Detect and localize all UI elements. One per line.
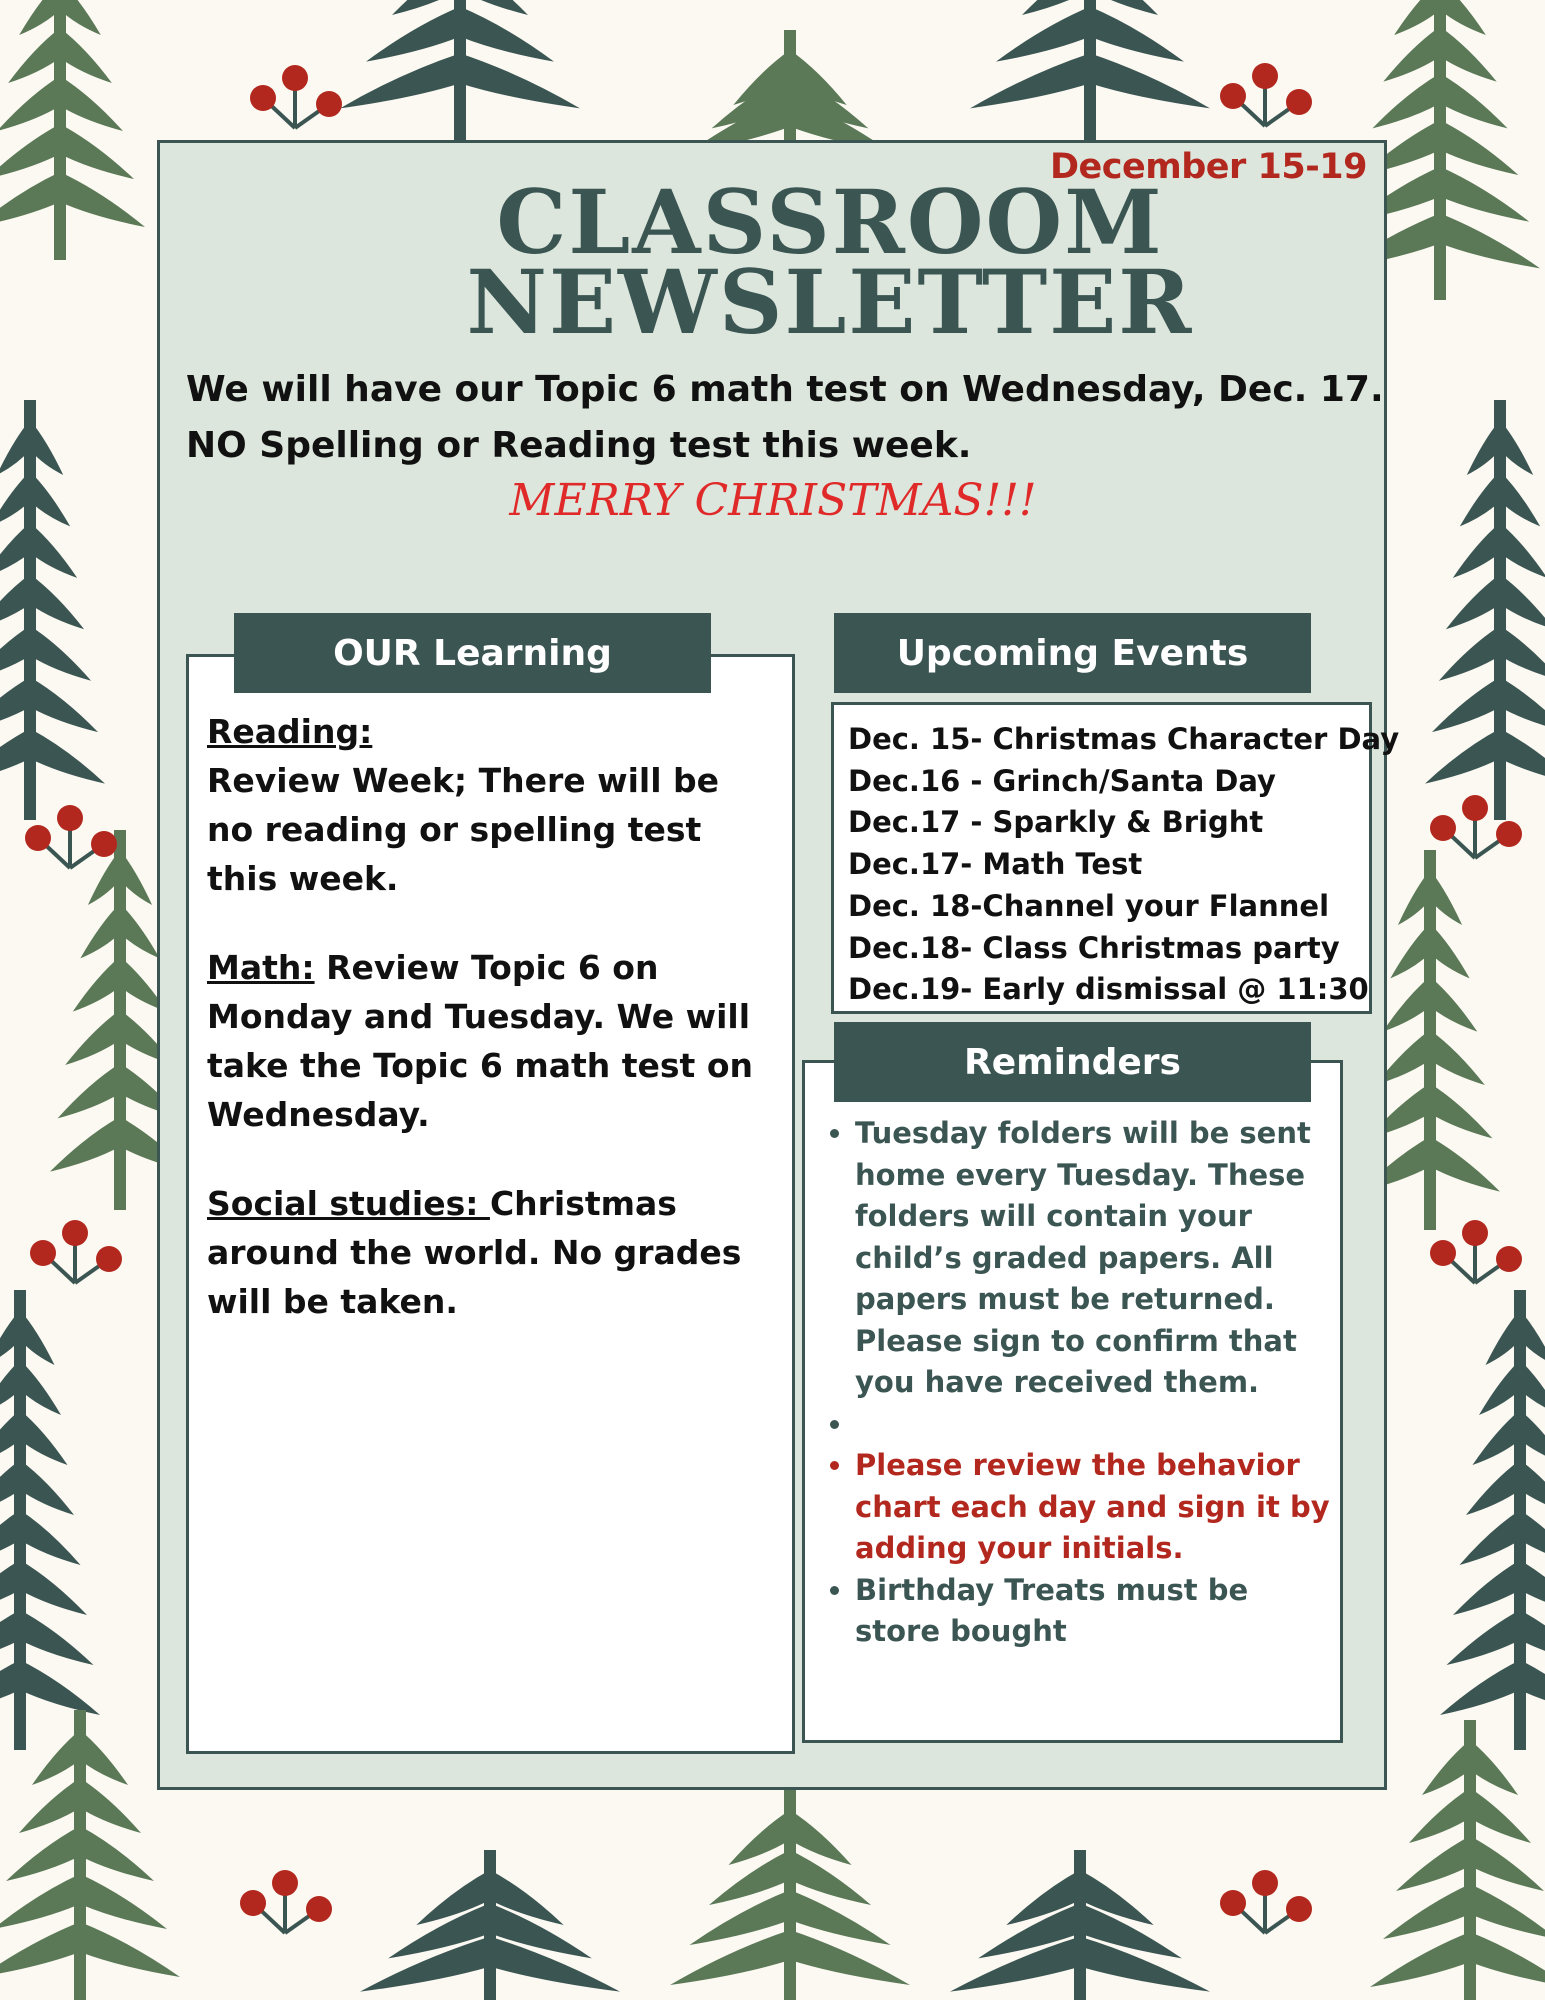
event-item: Dec.17 - Sparkly & Bright	[848, 805, 1264, 840]
event-item: Dec.19- Early dismissal @ 11:30	[848, 972, 1369, 1007]
pine-tree-icon	[360, 1850, 620, 2000]
reading-label: Reading:	[207, 712, 373, 751]
pine-tree-icon	[670, 1790, 910, 2000]
pine-tree-icon	[970, 0, 1210, 140]
holiday-greeting: MERRY CHRISTMAS!!!	[509, 475, 1037, 526]
newsletter-title-line2: NEWSLETTER	[466, 250, 1194, 354]
reminders-panel	[802, 1060, 1343, 1743]
holly-berries-icon	[240, 1870, 332, 1933]
reading-text: Review Week; There will be no reading or spelling test this week.	[207, 761, 720, 898]
reminder-item-empty	[855, 1404, 1330, 1446]
math-text: Review Topic 6 on Monday and Tuesday. We will take the Topic 6 math test on Wednesday.	[207, 948, 753, 1134]
our-learning-panel	[186, 654, 795, 1754]
event-item: Dec. 15- Christmas Character Day	[848, 722, 1400, 756]
upcoming-events-panel	[831, 702, 1400, 1014]
reminder-item-birthday-treats: • Birthday Treats must be store bought	[855, 1570, 1330, 1653]
pine-tree-icon	[0, 1710, 180, 2000]
pine-tree-icon	[0, 1290, 100, 1750]
newsletter-title-line1: CLASSROOM	[496, 170, 1164, 274]
pine-tree-icon	[1425, 400, 1545, 820]
math-section	[207, 943, 774, 1139]
pine-tree-icon	[1370, 1720, 1545, 2000]
pine-tree-icon	[1440, 1290, 1545, 1750]
holly-berries-icon	[25, 805, 117, 868]
holly-berries-icon	[250, 65, 342, 128]
date-range: December 15-19	[1050, 147, 1367, 187]
pine-tree-icon	[0, 400, 105, 820]
social-studies-label: Social studies:	[207, 1184, 490, 1223]
reading-section	[207, 707, 774, 903]
holly-berries-icon	[30, 1220, 122, 1283]
event-item: Dec. 18-Channel your Flannel	[848, 888, 1330, 923]
math-label: Math:	[207, 948, 315, 987]
event-item: Dec.17- Math Test	[848, 847, 1143, 882]
reminders-heading: Reminders	[834, 1022, 1311, 1102]
intro-announcement: We will have our Topic 6 math test on Wednesday, Dec. 17. NO Spelling or Reading test this week.	[186, 369, 1384, 466]
holly-berries-icon	[1220, 63, 1312, 126]
holly-berries-icon	[1220, 1870, 1312, 1933]
upcoming-events-heading: Upcoming Events	[834, 613, 1311, 693]
social-studies-text: Christmas around the world. No grades will be taken.	[207, 1184, 742, 1321]
pine-tree-icon	[0, 0, 145, 260]
reminder-item-folders: • Tuesday folders will be sent home every Tuesday. These folders will contain your child’s graded papers. All papers must be returned. Please sign to confirm that you have received them.	[855, 1113, 1330, 1404]
reminder-item-behavior-chart: • Please review the behavior chart each day and sign it by adding your initials.	[855, 1445, 1330, 1570]
holly-berries-icon	[1430, 1220, 1522, 1283]
pine-tree-icon	[950, 1850, 1210, 2000]
reminders-list	[805, 1113, 1330, 1653]
event-item: Dec.18- Class Christmas party	[848, 930, 1340, 965]
social-studies-section	[207, 1179, 774, 1326]
our-learning-heading: OUR Learning	[234, 613, 711, 693]
holly-berries-icon	[1430, 795, 1522, 858]
event-item: Dec.16 - Grinch/Santa Day	[848, 763, 1276, 798]
pine-tree-icon	[340, 0, 580, 140]
